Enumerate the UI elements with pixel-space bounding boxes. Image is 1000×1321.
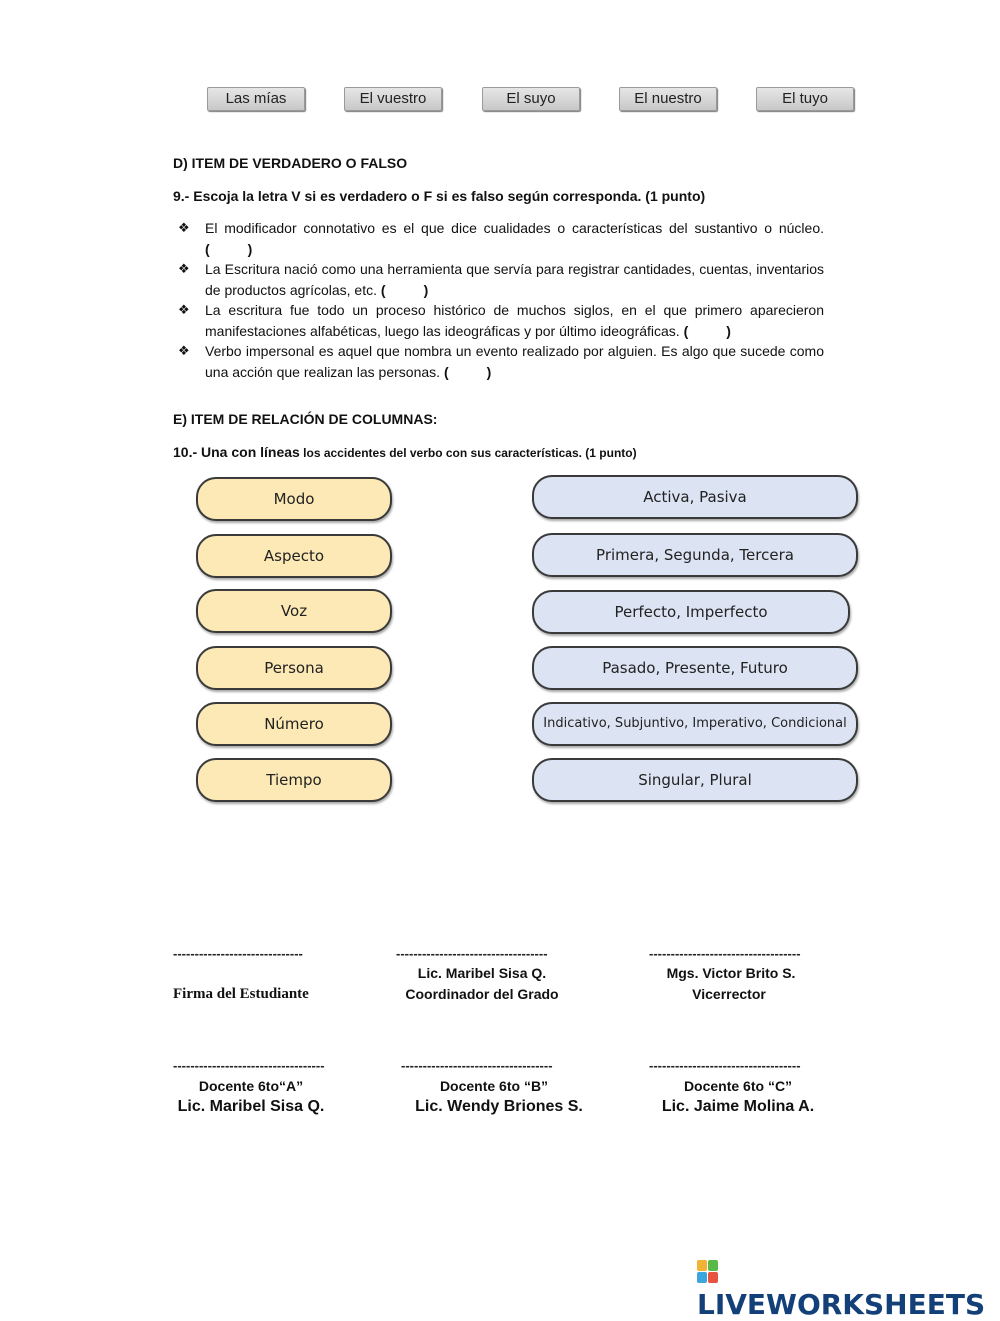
left-pill-numero[interactable]: Número bbox=[196, 702, 392, 746]
right-pill-indicativo-subjuntivo[interactable]: Indicativo, Subjuntivo, Imperativo, Condicional bbox=[532, 702, 858, 746]
liveworksheets-logo-text: LIVEWORKSHEETS bbox=[697, 1288, 986, 1321]
section-e-title: E) ITEM DE RELACIÓN DE COLUMNAS: bbox=[173, 411, 438, 427]
left-pill-tiempo[interactable]: Tiempo bbox=[196, 758, 392, 802]
teacher-b-name: Lic. Wendy Briones S. bbox=[415, 1098, 583, 1115]
diamond-bullet-icon: ❖ bbox=[178, 220, 190, 235]
statement-text: Verbo impersonal es aquel que nombra un evento realizado por alguien. Es algo que sucede como una acción que realizan las personas. bbox=[205, 343, 824, 380]
right-pill-perfecto-imperfecto[interactable]: Perfecto, Imperfecto bbox=[532, 590, 850, 634]
question-9: 9.- Escoja la letra V si es verdadero o F si es falso según corresponda. (1 punto) bbox=[173, 188, 706, 204]
answer-blank[interactable]: ( ) bbox=[443, 363, 492, 380]
coordinator-title: Coordinador del Grado bbox=[405, 986, 559, 1002]
teacher-c-name: Lic. Jaime Molina A. bbox=[661, 1098, 815, 1115]
word-chip-las-mias[interactable]: Las mías bbox=[207, 87, 305, 111]
teacher-a-title: Docente 6to“A” bbox=[198, 1078, 304, 1094]
list-item bbox=[178, 218, 824, 259]
list-item bbox=[178, 300, 824, 341]
question-10 bbox=[173, 444, 637, 460]
signature-line: ------------------------------ bbox=[173, 946, 303, 961]
diamond-bullet-icon: ❖ bbox=[178, 261, 190, 276]
word-chip-el-nuestro[interactable]: El nuestro bbox=[619, 87, 717, 111]
teacher-c-title: Docente 6to “C” bbox=[683, 1078, 793, 1094]
question-10-rest: los accidentes del verbo con sus características. (1 punto) bbox=[299, 446, 637, 460]
signature-line: ----------------------------------- bbox=[396, 946, 548, 961]
diamond-bullet-icon: ❖ bbox=[178, 302, 190, 317]
diamond-bullet-icon: ❖ bbox=[178, 343, 190, 358]
teacher-b-title: Docente 6to “B” bbox=[439, 1078, 549, 1094]
vicerector-title: Vicerrector bbox=[692, 986, 766, 1002]
coordinator-name: Lic. Maribel Sisa Q. bbox=[417, 965, 547, 981]
statement-text: La escritura fue todo un proceso histórico de muchos siglos, en el que primero aparecieron manifestaciones alfabéticas, luego las ideográficas y por último ideográficas. bbox=[205, 302, 824, 339]
liveworksheets-logo-icon bbox=[697, 1260, 719, 1284]
word-chip-el-tuyo[interactable]: El tuyo bbox=[756, 87, 854, 111]
list-item bbox=[178, 259, 824, 300]
right-pill-primera-segunda-tercera[interactable]: Primera, Segunda, Tercera bbox=[532, 533, 858, 577]
statement-text: La Escritura nació como una herramienta que servía para registrar cantidades, cuentas, inventarios de productos agrícolas, etc. bbox=[205, 261, 824, 298]
right-pill-singular-plural[interactable]: Singular, Plural bbox=[532, 758, 858, 802]
left-pill-persona[interactable]: Persona bbox=[196, 646, 392, 690]
right-pill-pasado-presente-futuro[interactable]: Pasado, Presente, Futuro bbox=[532, 646, 858, 690]
left-pill-voz[interactable]: Voz bbox=[196, 589, 392, 633]
signature-line: ----------------------------------- bbox=[401, 1058, 553, 1073]
left-pill-aspecto[interactable]: Aspecto bbox=[196, 534, 392, 578]
left-pill-modo[interactable]: Modo bbox=[196, 477, 392, 521]
word-chip-el-vuestro[interactable]: El vuestro bbox=[344, 87, 442, 111]
student-signature-label: Firma del Estudiante bbox=[173, 986, 309, 1002]
question-10-main: 10.- Una con líneas bbox=[173, 444, 300, 460]
true-false-list bbox=[178, 218, 824, 382]
answer-blank[interactable]: ( ) bbox=[683, 322, 731, 339]
teacher-a-name: Lic. Maribel Sisa Q. bbox=[177, 1098, 325, 1115]
statement-text: El modificador connotativo es el que dice cualidades o características del sustantivo o núcleo. bbox=[205, 220, 824, 236]
answer-blank[interactable]: ( ) bbox=[380, 281, 429, 298]
signature-line: ----------------------------------- bbox=[173, 1058, 325, 1073]
word-chip-el-suyo[interactable]: El suyo bbox=[482, 87, 580, 111]
section-d-title: D) ITEM DE VERDADERO O FALSO bbox=[173, 155, 408, 171]
signature-line: ----------------------------------- bbox=[649, 1058, 801, 1073]
liveworksheets-logo bbox=[697, 1255, 1000, 1321]
signature-line: ----------------------------------- bbox=[649, 946, 801, 961]
list-item bbox=[178, 341, 824, 382]
answer-blank[interactable]: ( ) bbox=[205, 240, 253, 257]
vicerector-name: Mgs. Victor Brito S. bbox=[666, 965, 796, 981]
right-pill-activa-pasiva[interactable]: Activa, Pasiva bbox=[532, 475, 858, 519]
